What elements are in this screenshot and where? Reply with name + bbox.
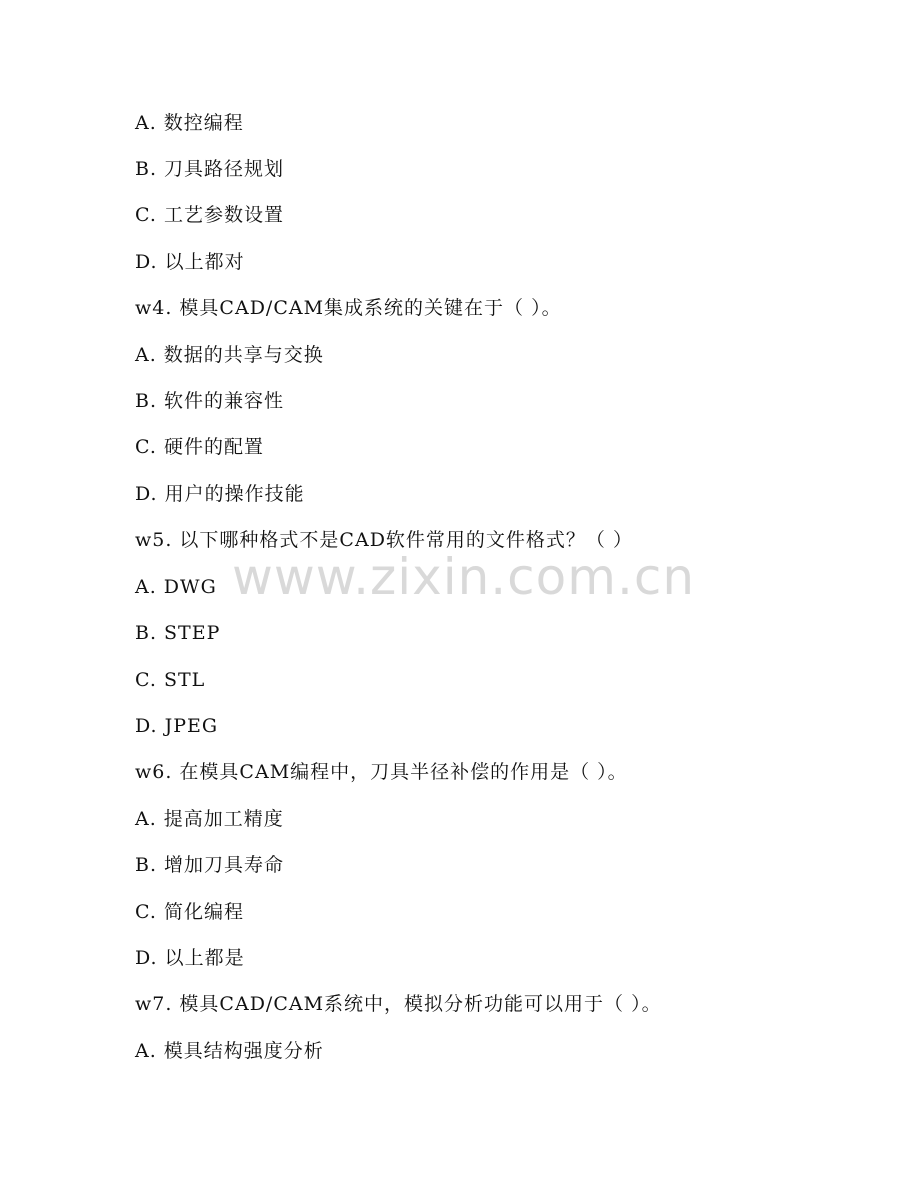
option-line: B. 软件的兼容性 [135,390,285,412]
option-line: B. 刀具路径规划 [135,158,285,180]
question-line: w5. 以下哪种格式不是CAD软件常用的文件格式？（ ） [135,529,633,551]
option-line: A. 数控编程 [135,112,244,134]
option-line: B. STEP [135,622,221,644]
question-line: w7. 模具CAD/CAM系统中，模拟分析功能可以用于（ ）。 [135,993,662,1015]
option-line: C. 工艺参数设置 [135,204,284,226]
question-line: w6. 在模具CAM编程中，刀具半径补偿的作用是（ ）。 [135,761,628,783]
option-line: B. 增加刀具寿命 [135,854,285,876]
question-line: w4. 模具CAD/CAM集成系统的关键在于（ ）。 [135,297,562,319]
option-line: D. 以上都是 [135,947,245,969]
option-line: D. 以上都对 [135,251,245,273]
option-line: C. 简化编程 [135,901,244,923]
option-line: A. 提高加工精度 [135,808,284,830]
watermark: www.zixin.com.cn [232,548,696,606]
option-line: C. 硬件的配置 [135,436,264,458]
option-line: D. JPEG [135,715,219,737]
option-line: A. 数据的共享与交换 [135,344,324,366]
option-line: D. 用户的操作技能 [135,483,305,505]
option-line: C. STL [135,669,206,691]
option-line: A. DWG [135,576,217,598]
option-line: A. 模具结构强度分析 [135,1040,324,1062]
